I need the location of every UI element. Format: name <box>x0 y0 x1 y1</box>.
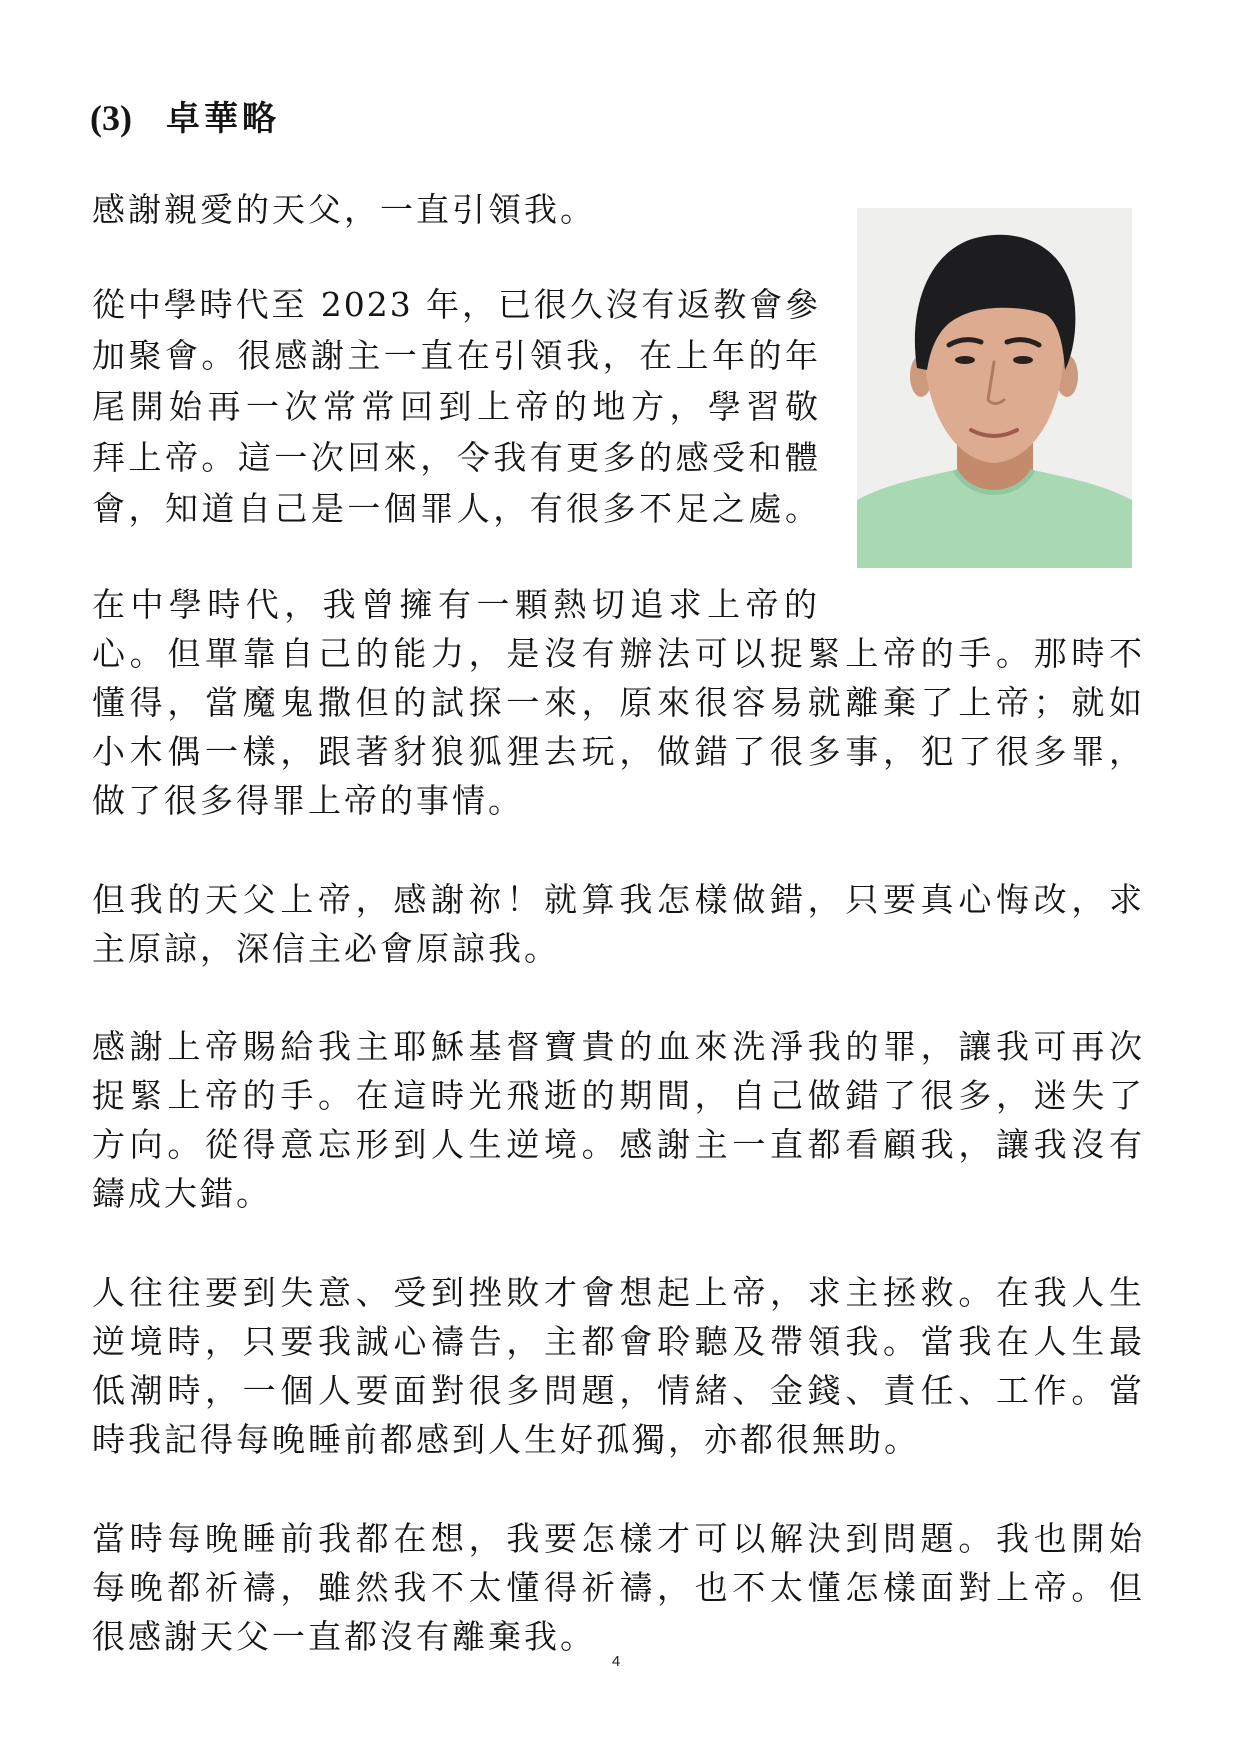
text-line: 在中學時代，我曾擁有一顆熱切追求上帝的 <box>92 585 820 624</box>
text-line: 每晚都祈禱，雖然我不太懂得祈禱，也不太懂怎樣面對上帝。但 <box>92 1568 1145 1607</box>
text-line: 當時每晚睡前我都在想，我要怎樣才可以解決到問題。我也開始 <box>92 1519 1145 1558</box>
text-line: 小木偶一樣，跟著豺狼狐狸去玩，做錯了很多事，犯了很多罪， <box>92 732 1145 771</box>
paragraph-4 <box>92 875 1145 973</box>
paragraph-7 <box>92 1514 1145 1661</box>
text-line: 心。但單靠自己的能力，是沒有辦法可以捉緊上帝的手。那時不 <box>92 634 1145 673</box>
text-line: 逆境時，只要我誠心禱告，主都會聆聽及帶領我。當我在人生最 <box>92 1322 1145 1361</box>
text-line: 主原諒，深信主必會原諒我。 <box>92 929 560 968</box>
text-line: 感謝上帝賜給我主耶穌基督寶貴的血來洗淨我的罪，讓我可再次 <box>92 1027 1145 1066</box>
portrait-photo <box>857 208 1132 568</box>
page-number: 4 <box>611 1653 621 1670</box>
paragraph-5 <box>92 1022 1145 1218</box>
text-line: 加聚會。很感謝主一直在引領我，在上年的年 <box>92 336 820 375</box>
text-line: 感謝親愛的天父，一直引領我。 <box>92 190 596 229</box>
portrait-image <box>857 208 1132 568</box>
paragraph-2 <box>92 279 820 534</box>
text-line: 做了很多得罪上帝的事情。 <box>92 781 524 820</box>
heading-number: (3) <box>90 98 132 138</box>
text-line: 懂得，當魔鬼撒但的試探一來，原來很容易就離棄了上帝；就如 <box>92 683 1145 722</box>
text-line: 尾開始再一次常常回到上帝的地方，學習敬 <box>92 387 820 426</box>
portrait-left-eye <box>955 356 975 364</box>
text-line: 從中學時代至 2023 年，已很久沒有返教會參 <box>92 285 820 324</box>
page-heading <box>90 96 280 141</box>
text-line: 拜上帝。這一次回來，令我有更多的感受和體 <box>92 438 820 477</box>
text-line: 鑄成大錯。 <box>92 1174 272 1213</box>
text-line: 捉緊上帝的手。在這時光飛逝的期間，自己做錯了很多，迷失了 <box>92 1076 1145 1115</box>
text-line: 方向。從得意忘形到人生逆境。感謝主一直都看顧我，讓我沒有 <box>92 1125 1145 1164</box>
text-line: 但我的天父上帝，感謝祢！就算我怎樣做錯，只要真心悔改，求 <box>92 880 1145 919</box>
text-line: 會，知道自己是一個罪人，有很多不足之處。 <box>92 489 820 528</box>
text-line: 人往往要到失意、受到挫敗才會想起上帝，求主拯救。在我人生 <box>92 1273 1145 1312</box>
text-line: 時我記得每晚睡前都感到人生好孤獨，亦都很無助。 <box>92 1420 920 1459</box>
paragraph-3 <box>92 580 1145 825</box>
text-line: 低潮時，一個人要面對很多問題，情緒、金錢、責任、工作。當 <box>92 1371 1145 1410</box>
text-line: 很感謝天父一直都沒有離棄我。 <box>92 1617 596 1656</box>
paragraph-6 <box>92 1268 1145 1464</box>
heading-name: 卓華略 <box>165 99 280 139</box>
portrait-right-eye <box>1013 356 1033 364</box>
